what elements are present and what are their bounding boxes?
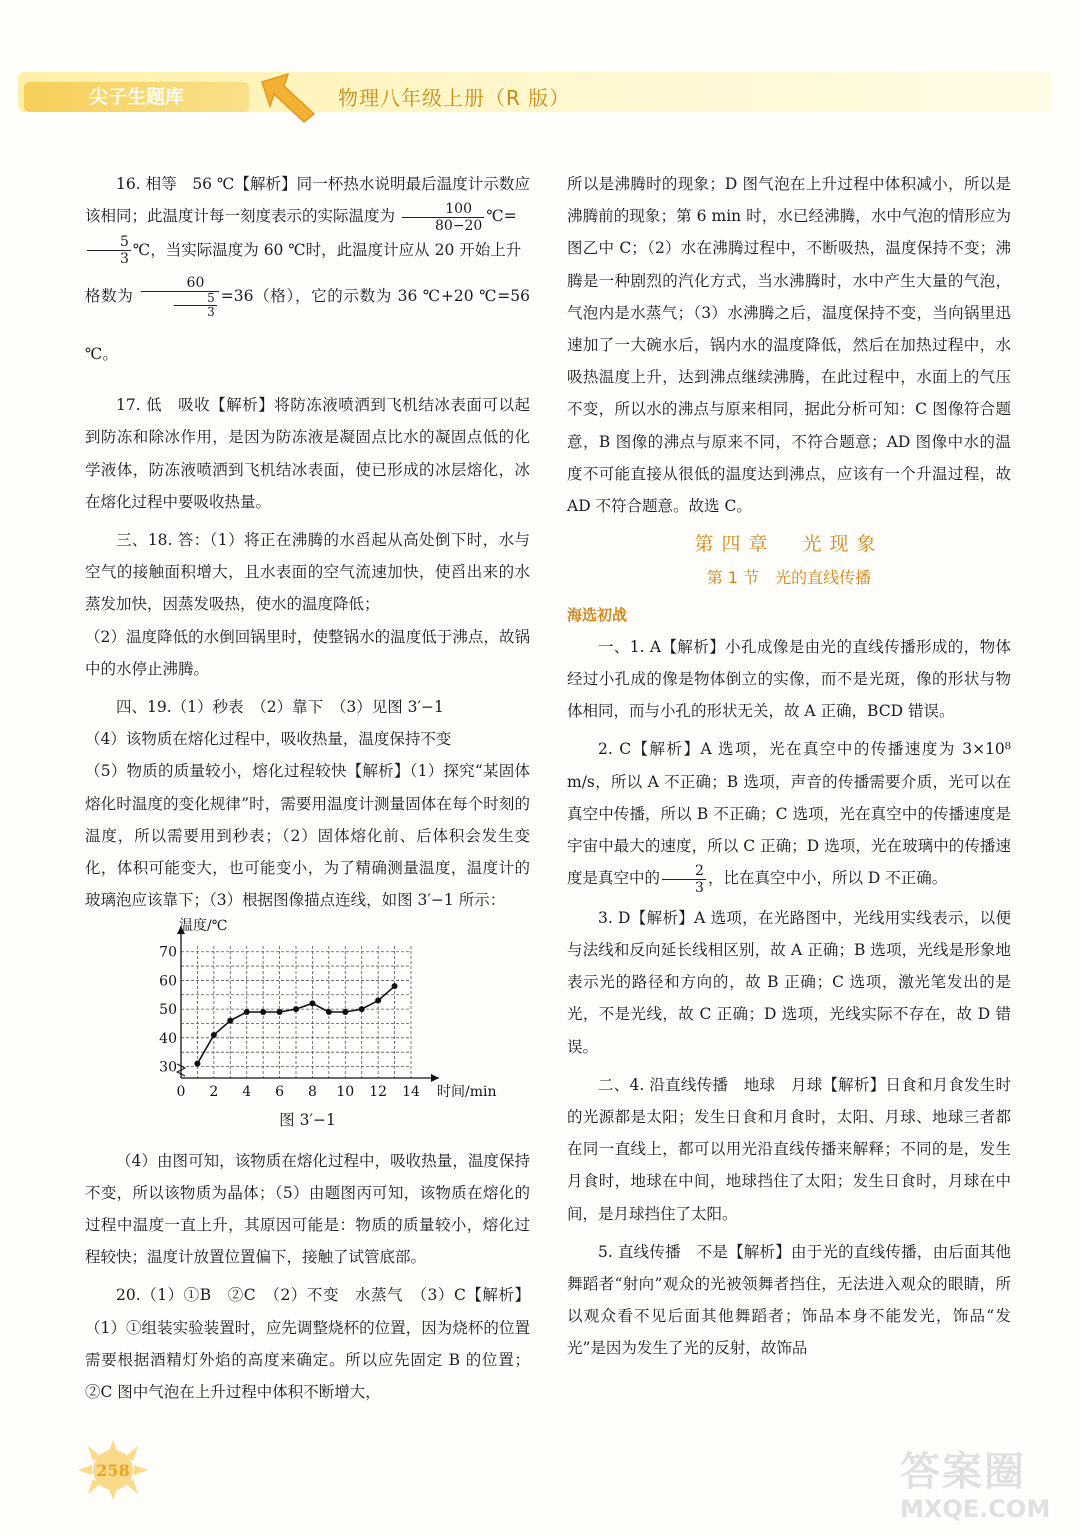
answer-18-part2: （2）温度降低的水倒回锅里时，使整锅水的温度低于沸点，故锅中的水停止沸腾。: [85, 627, 530, 678]
answer-2: 2. C【解析】A 选项，光在真空中的传播速度为 3×10⁸ m/s，所以 A 不正确；B 选项，声音的传播需要介质，光可以在真空中传播，所以 B 不正确；C 选项，光在真空中的传播速度是宇宙中最大的速度，所以 C 正确；D 选项，光在玻璃中的传播速度是真空中的 $\frac{2}{3}$ ，比在真空中小，所以 D 不正确。: [567, 740, 1011, 896]
watermark-url: MXQE.COM: [900, 1495, 1051, 1523]
answer-17: 17. 低 吸收【解析】将防冻液喷洒到飞机结冰表面可以起到防冻和除冰作用，是因为防冻液是凝固点比水的凝固点低的化学液体，防冻液喷洒到飞机结冰表面，使已形成的冰层熔化，冰在熔化过程中要吸收热量。: [85, 396, 530, 511]
x-tick-label: 14: [402, 1084, 420, 1101]
book-title: 物理八年级上册（R 版）: [338, 86, 571, 110]
fraction: $\frac{5}{3}$: [87, 234, 131, 267]
data-point: [227, 1018, 233, 1024]
data-point: [211, 1032, 217, 1038]
data-point: [375, 998, 381, 1004]
x-tick-label: 0: [176, 1084, 186, 1101]
figure-caption: 图 3′−1: [279, 1111, 336, 1130]
data-point: [277, 1009, 283, 1015]
answer-18-part1: 三、18. 答：（1）将正在沸腾的水舀起从高处倒下时，水与空气的接触面积增大，且水表面的空气流速加快，使舀出来的水蒸发加快，因蒸发吸热，使水的温度降低；: [85, 531, 530, 614]
x-tick-label: 6: [275, 1084, 285, 1101]
page-number-badge: [78, 1440, 148, 1500]
right-column: [567, 168, 1011, 1365]
chart-svg: [145, 918, 497, 1104]
watermark-text: 答案圈: [900, 1449, 1026, 1495]
axis-break-mark: [177, 1064, 185, 1076]
y-tick-label: 40: [159, 1031, 177, 1048]
fraction: $\frac{2}{3}$: [662, 863, 706, 896]
answer-19-line1: 四、19.（1）秒表 （2）靠下 （3）见图 3′−1: [116, 698, 444, 717]
chapter-title: 第四章 光现象: [694, 533, 884, 556]
y-tick-label: 70: [159, 945, 177, 962]
data-point: [293, 1007, 299, 1013]
left-column: [85, 168, 530, 1408]
data-point: [392, 984, 398, 990]
data-point: [359, 1007, 365, 1013]
answer-1: 一、1. A【解析】小孔成像是由光的直线传播形成的，物体经过小孔成的像是物体倒立的实像，而不是光斑，像的形状与物体相同，而与小孔的形状无关，故 A 正确，BCD 错误。: [567, 637, 1011, 721]
page-number: 258: [96, 1461, 130, 1480]
answer-20: 20.（1）①B ②C （2）不变 水蒸气 （3）C【解析】（1）①组装实验装置时，应先调整烧杯的位置，因为烧杯的位置需要根据酒精灯外焰的高度来确定。所以应先固定 B 的位置；②C 图中气泡在上升过程中体积不断增大，: [85, 1286, 530, 1402]
answer-3: 3. D【解析】A 选项，在光路图中，光线用实线表示，以便与法线和反向延长线相区别，故 A 正确；B 选项，光线是形象地表示光的路径和方向的，故 B 正确；C 选项，激光笔发出的是光，不是光线，故 C 正确；D 选项，光线实际不存在，故 D 错误。: [567, 908, 1011, 1056]
y-tick-label: 30: [159, 1059, 177, 1076]
answer-5: 5. 直线传播 不是【解析】由于光的直线传播，由后面其他舞蹈者“射向”观众的光被领舞者挡住，无法进入观众的眼睛，所以观众看不见后面其他舞蹈者；饰品本身不能发光，饰品“发光”是因为发生了光的反射，故饰品: [567, 1242, 1011, 1358]
data-point: [244, 1009, 250, 1015]
answer-19-analysis: （4）由图可知，该物质在熔化过程中，吸收热量，温度保持不变，所以该物质为晶体；（5）由题图丙可知，该物质在熔化的过程中温度一直上升，其原因可能是：物质的质量较小，熔化过程较快；温度计放置位置偏下，接触了试管底部。: [85, 1151, 530, 1267]
x-axis-label: 时间/min: [437, 1084, 497, 1101]
data-point: [260, 1009, 266, 1015]
x-axis-arrow: [431, 1074, 439, 1082]
data-point: [309, 1001, 315, 1007]
answer-19-line2: （4）该物质在熔化过程中，吸收热量，温度保持不变: [85, 730, 452, 749]
x-tick-label: 12: [369, 1084, 388, 1101]
x-tick-label: 8: [307, 1084, 317, 1101]
answer-19-line3: （5）物质的质量较小，熔化过程较快【解析】（1）探究“某固体熔化时温度的变化规律”时，需要用温度计测量固体在每个时刻的温度，所以需要用到秒表；（2）固体熔化前、后体积会发生变化，体积可能变大，也可能变小，为了精确测量温度，温度计的玻璃泡应该靠下；（3）根据图像描点连线，如图 3′−1 所示：: [85, 762, 530, 910]
arrow-icon: [258, 72, 318, 124]
data-point: [326, 1009, 332, 1015]
fraction: $\frac{60}{\frac{5}{3}}$: [141, 275, 219, 319]
fraction: $\frac{100}{80-20}$: [402, 201, 484, 234]
answer-16: 16. 相等 56 ℃【解析】同一杯热水说明最后温度计示数应该相同；此温度计每一刻度表示的实际温度为 $\frac{100}{80-20}$ ℃= $\frac{5}{3}$ ℃，当实际温度为 60 ℃时，此温度计应从 20 开始上升 格数为 $\frac{60}{\frac{5}{3}}$ =36（格），它的示数为 36 ℃+20 ℃=56 ℃。: [85, 175, 530, 364]
section-title: 第 1 节 光的直线传播: [706, 568, 872, 588]
y-tick-label: 60: [159, 973, 177, 990]
x-tick-label: 4: [242, 1084, 252, 1101]
answer-4: 二、4. 沿直线传播 地球 月球【解析】日食和月食发生时的光源都是太阳；发生日食和月食时，太阳、月球、地球三者都在同一直线上，都可以用光沿直线传播来解释；不同的是，发生月食时，地球在中间，地球挡住了太阳；发生日食时，月球在中间，是月球挡住了太阳。: [567, 1075, 1011, 1223]
watermark: [900, 1450, 1070, 1532]
y-axis-label: 温度/℃: [179, 918, 228, 935]
data-point: [194, 1061, 200, 1067]
temperature-time-chart: [145, 918, 497, 1104]
answer-20-continued: 所以是沸腾时的现象；D 图气泡在上升过程中体积减小，所以是沸腾前的现象；第 6 min 时，水已经沸腾，水中气泡的情形应为图乙中 C；（2）水在沸腾过程中，不断吸热，温度保持不变；沸腾是一种剧烈的汽化方式，当水沸腾时，水中产生大量的气泡，气泡内是水蒸气；（3）水沸腾之后，温度保持不变，当向锅里迅速加了一大碗水后，锅内水的温度降低，然后在加热过程中，水吸热温度上升，达到沸点继续沸腾，在此过程中，水面上的气压不变，所以水的沸点与原来相同，据此分析可知：C 图像符合题意，B 图像的沸点与原来不同，不符合题意；AD 图像中水的温度不可能直接从很低的温度达到沸点，应该有一个升温过程，故 AD 不符合题意。故选 C。: [567, 175, 1011, 516]
x-tick-label: 10: [336, 1084, 355, 1101]
brand-logo: 尖子生题库: [24, 82, 249, 112]
data-point: [342, 1009, 348, 1015]
x-tick-label: 2: [209, 1084, 219, 1101]
subsection-label: 海选初战: [567, 605, 628, 624]
y-tick-label: 50: [159, 1002, 177, 1019]
